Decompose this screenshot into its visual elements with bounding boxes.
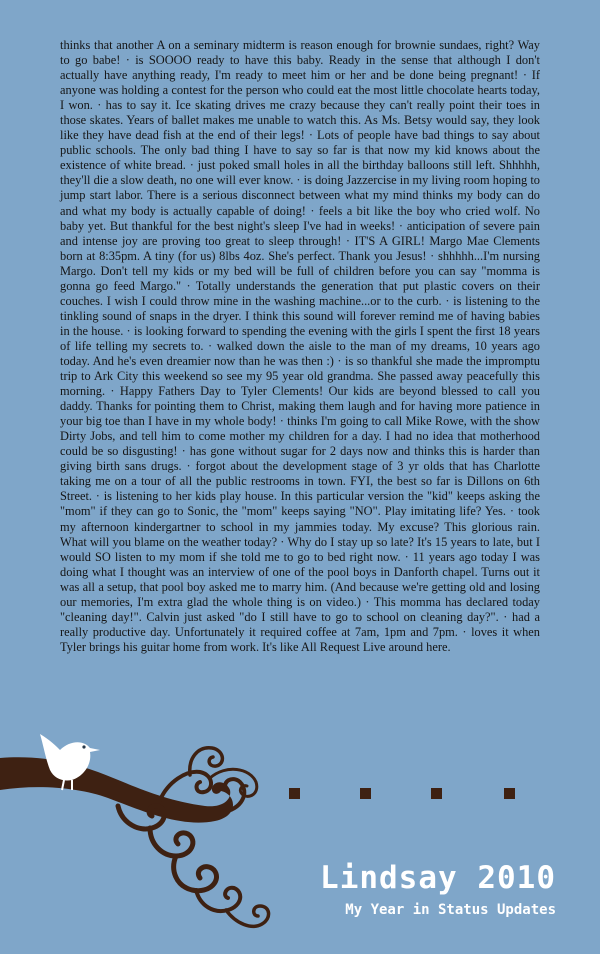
- square-icon: [504, 788, 515, 799]
- page-subtitle: My Year in Status Updates: [345, 902, 556, 918]
- status-updates-text: thinks that another A on a seminary midterm is reason enough for brownie sundaes, right? Way to go babe! · is SOOOO ready to have this baby. Ready in the sense that although I don't actually have anything ready, I'm ready to meet him or her and be done being pregnant! · If anyone was holding a contest for the person who could eat the most little chocolate hearts today, I won. · has to say it. Ice skating drives me crazy because they can't really point their toes in those skates. Years of ballet makes me unable to watch this. As Ms. Betsy would say, they look like they have dead fish at the end of their legs! · Lots of people have bad things to say about public schools. The only bad thing I have to say so far is that now my kid knows about the existence of white bread. · just poked small holes in all the birthday balloons still left. Shhhhh, they'll die a slow death, no one will ever know. · is doing Jazzercise in my living room hoping to jump start labor. There is a serious disconnect between what my mind thinks my body can do and what my body is actually capable of doing! · feels a bit like the boy who cried wolf. No baby yet. But thankful for the best night's sleep I've had in weeks! · anticipation of severe pain and intense joy are proving too great to sleep through! · IT'S A GIRL! Margo Mae Clements born at 8:35pm. A tiny (for us) 8lbs 4oz. She's perfect. Thank you Jesus! · shhhhh...I'm nursing Margo. Don't tell my kids or my bed will be full of children before you can say "momma is gonna go feed Margo." · Totally understands the generation that put plastic covers on their couches. I wish I could throw mine in the washing machine...or to the curb. · is listening to the tinkling sound of snaps in the dryer. I think this sound will forever remind me of having babies in the house. · is looking forward to spending the evening with the girls I spent the first 18 years of life telling my secrets to. · walked down the aisle to the man of my dreams, 10 years ago today. And he's even dreamier now than he was then :) · is so thankful she made the impromptu trip to Ark City this weekend so see my 95 year old grandma. She passed away peacefully this morning. · Happy Fathers Day to Tyler Clements! Our kids are beyond blessed to call you daddy. Thanks for pointing them to Christ, making them laugh and for having more patience in your big toe than I have in my whole body! · thinks I'm going to call Mike Rowe, with the show Dirty Jobs, and tell him to come mother my children for a day. I had no idea that motherhood could be so disgusting! · has gone without sugar for 2 days now and thinks this is harder than giving birth sans drugs. · forgot about the development stage of 3 yr olds that has Charlotte taking me on a tour of all the public restrooms in town. FYI, the best so far is Dillons on 6th Street. · is listening to her kids play house. In this particular version the "kid" keeps asking the "mom" if they can go to Sonic, the "mom" keeps saying "NO". Play imitating life? Yes. · took my afternoon kindergartner to school in my jammies today. My excuse? This glorious rain. What will you blame on the weather today? · Why do I stay up so late? It's 15 years to late, but I would SO listen to my mom if she told me to go to bed right now. · 11 years ago today I was doing what I thought was an interview of one of the pool boys in Danforth chapel. Turns out it was all a setup, that pool boy asked me to marry him. (And because we're getting old and losing our memories, I'm extra glad the whole thing is on video.) · This momma has declared today "cleaning day!". Calvin just asked "do I still have to go to school on cleaning day?". · had a really productive day. Unfortunately it required coffee at 7am, 1pm and 7pm. · loves it when Tyler brings his guitar home from work. It's like All Request Live around here.: [60, 38, 540, 654]
- square-icon: [360, 788, 371, 799]
- swirl-branch-icon: [0, 748, 269, 927]
- square-icon: [431, 788, 442, 799]
- square-icon: [289, 788, 300, 799]
- page-title: Lindsay 2010: [320, 860, 556, 896]
